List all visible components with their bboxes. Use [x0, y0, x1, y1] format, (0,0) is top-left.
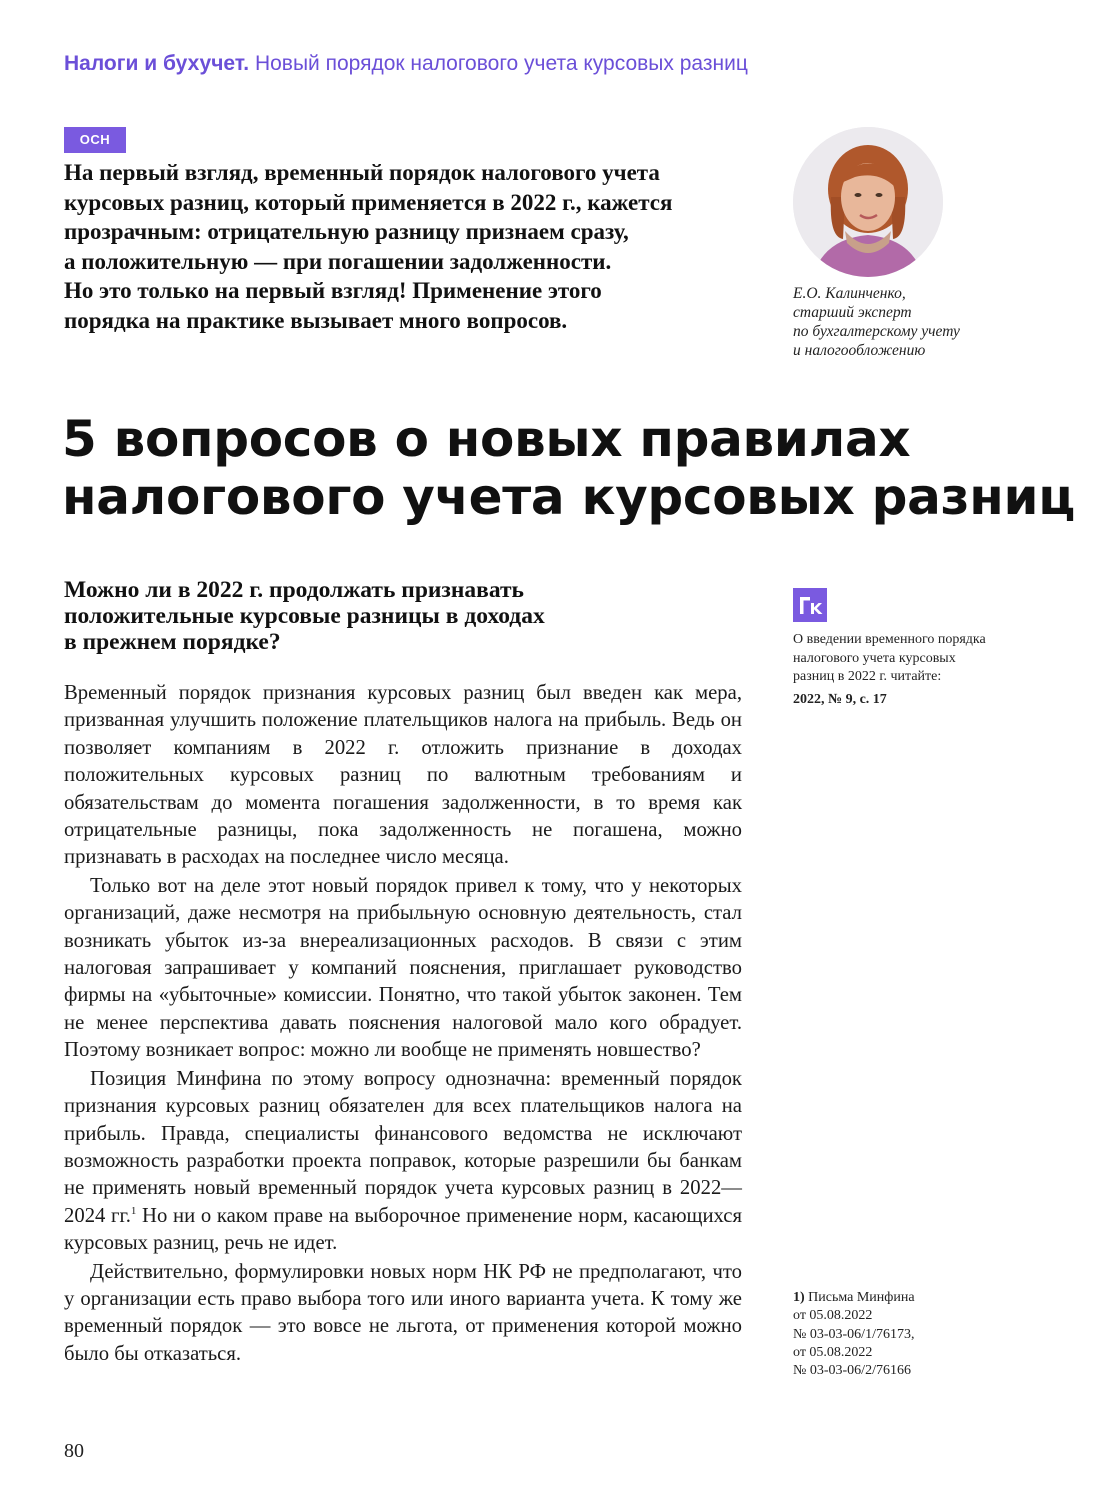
footnote-text: Письма Минфина [804, 1290, 915, 1305]
article-body [64, 680, 742, 1369]
lead-line: Но это только на первый взгляд! Применение этого [64, 278, 602, 303]
author-caption [793, 284, 1033, 360]
footnote-line: № 03-03-06/1/76173, [793, 1326, 915, 1342]
footnote [793, 1289, 1023, 1380]
lead-line: курсовых разниц, который применяется в 2022 г., кажется [64, 189, 673, 215]
lead-paragraph [64, 158, 754, 335]
header-subtitle: Новый порядок налогового учета курсовых разниц [254, 52, 748, 75]
sidenote-reference-link[interactable]: 2022, № 9, с. 17 [793, 691, 887, 707]
author-role: старший эксперт [793, 304, 912, 321]
question-line: Можно ли в 2022 г. продолжать признавать [64, 577, 524, 603]
sidenote-line: налогового учета курсовых [793, 650, 956, 666]
author-name: Е.О. Калинченко, [793, 285, 906, 302]
author-role: и налогообложению [793, 342, 926, 359]
footnote-marker[interactable]: 1 [130, 1204, 137, 1217]
tax-regime-tag: ОСН [64, 127, 126, 153]
article-title [62, 410, 1076, 526]
lead-line: порядка на практике вызывает много вопросов. [64, 307, 568, 333]
lead-line: На первый взгляд, временный порядок налогового учета [64, 160, 660, 185]
gk-logo-icon [793, 588, 827, 622]
author-role: по бухгалтерскому учету [793, 323, 960, 340]
question-heading [64, 577, 744, 655]
footnote-line: от 05.08.2022 [793, 1344, 873, 1360]
body-paragraph: Действительно, формулировки новых норм НК РФ не предполагают, что у организации есть право выбора того или иного варианта учета. К тому же временный порядок — это вовсе не льгота, от применения которой можно было бы отказаться. [64, 1260, 742, 1365]
author-portrait-icon [793, 127, 943, 277]
author-photo [793, 127, 943, 277]
body-paragraph [64, 1066, 742, 1258]
lead-line: а положительную — при погашении задолженности. [64, 248, 612, 274]
body-paragraph: Временный порядок признания курсовых разниц был введен как мера, призванная улучшить положение плательщиков налога на прибыль. Ведь он позволяет компаниям в 2022 г. отложить признание в доходах положительных курсовых разниц по валютным требованиям и обязательствам до момента погашения задолженности, в то время как отрицательные разницы, пока задолженность не погашена, можно признавать в расходах на последнее число месяца. [64, 682, 742, 869]
gk-glyph-icon [793, 588, 827, 622]
body-text: Позиция Минфина по этому вопросу однозначна: временный порядок признания курсовых разниц обязателен для всех плательщиков налога на прибыль. Правда, специалисты финансового ведомства не исключают возможность разработки проекта поправок, которые разрешили бы банкам не применять новый временный порядок учета курсовых разниц в 2022—2024 гг. [64, 1067, 742, 1227]
footnote-line: от 05.08.2022 [793, 1308, 873, 1324]
header-section: Налоги и бухучет. [64, 52, 250, 75]
sidenote-line: разниц в 2022 г. читайте: [793, 669, 942, 684]
running-header [64, 52, 748, 76]
body-paragraph: Только вот на деле этот новый порядок привел к тому, что у некоторых организаций, даже несмотря на прибыльную основную деятельность, стал возникать убыток из-за внереализационных расходов. В связи с этим налоговая запрашивает у компаний пояснения, приглашает руководство фирмы на «убыточные» комиссии. Понятно, что такой убыток законен. Тем не менее перспектива давать пояснения налоговой мало кого обрадует. Поэтому возникает вопрос: можно ли вообще не применять новшество? [64, 874, 742, 1062]
sidenote [793, 631, 1043, 709]
sidenote-line: О введении временного порядка [793, 632, 986, 647]
question-line: положительные курсовые разницы в доходах [64, 603, 545, 629]
title-line: налогового учета курсовых разниц [62, 468, 1076, 526]
title-line: 5 вопросов о новых правилах [62, 410, 911, 468]
page-number: 80 [64, 1440, 84, 1462]
question-line: в прежнем порядке? [64, 629, 281, 655]
footnote-line: № 03-03-06/2/76166 [793, 1363, 911, 1379]
footnote-number: 1) [793, 1290, 805, 1305]
body-text: Но ни о каком праве на выборочное применение норм, касающихся курсовых разниц, речь не идет. [64, 1204, 742, 1255]
lead-line: прозрачным: отрицательную разницу признаем сразу, [64, 219, 629, 244]
